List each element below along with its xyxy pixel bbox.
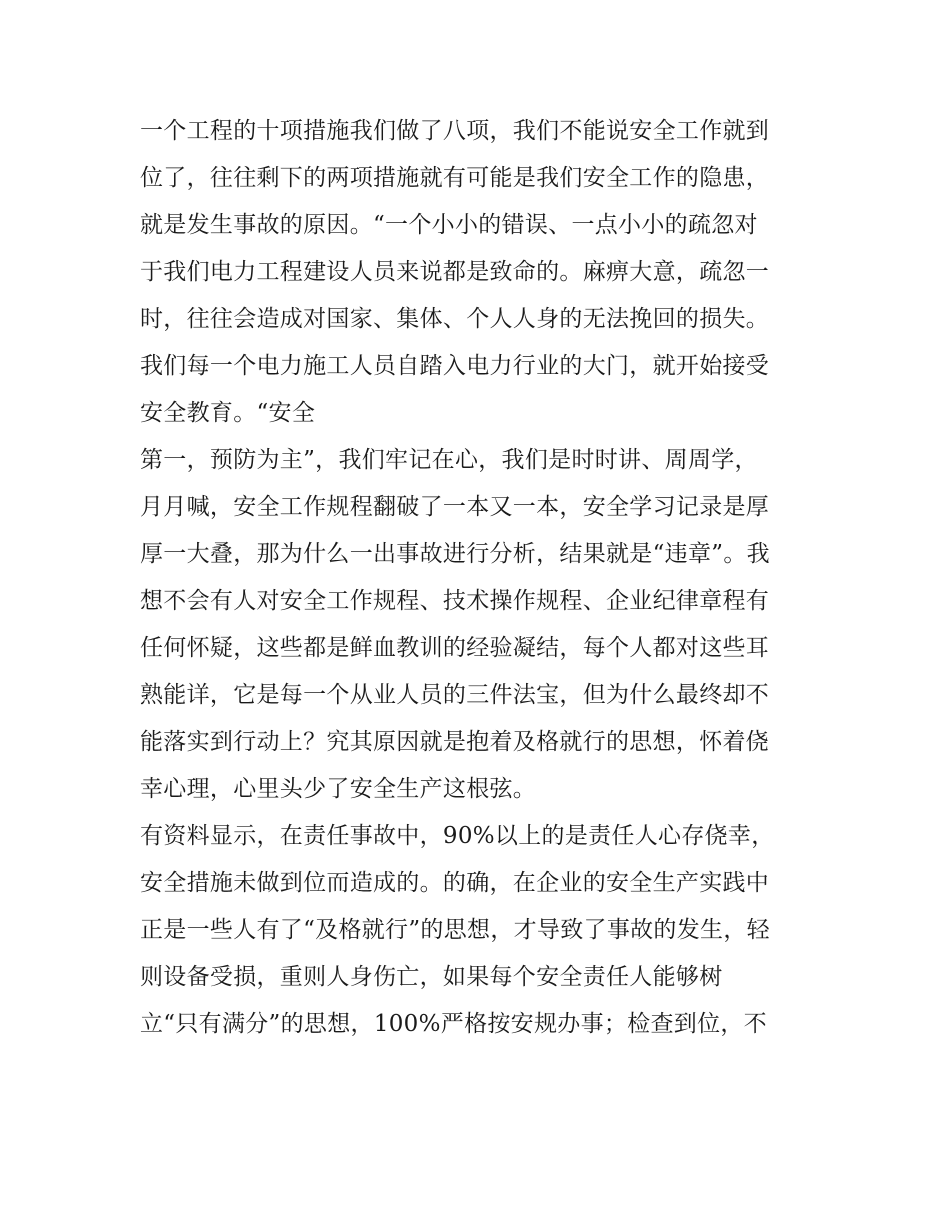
text-line-9: 月月喊，安全工作规程翻破了一本又一本，安全学习记录是厚	[140, 494, 770, 520]
text-line-16: 有资料显示，在责任事故中，90%以上的是责任人心存侥幸，	[140, 823, 775, 849]
text-line-12: 任何怀疑，这些都是鲜血教训的经验凝结，每个人都对这些耳	[140, 635, 770, 661]
text-line-14: 能落实到行动上？究其原因就是抱着及格就行的思想，怀着侥	[140, 729, 770, 755]
text-line-3: 就是发生事故的原因。“一个小小的错误、一点小小的疏忽对	[140, 212, 758, 238]
text-line-5: 时，往往会造成对国家、集体、个人人身的无法挽回的损失。	[140, 306, 770, 332]
text-line-17: 安全措施未做到位而造成的。的确，在企业的安全生产实践中	[140, 870, 770, 896]
text-line-2: 位了，往往剩下的两项措施就有可能是我们安全工作的隐患，	[140, 165, 770, 191]
text-line-10: 厚一大叠，那为什么一出事故进行分析，结果就是“违章”。我	[140, 541, 770, 567]
text-line-4: 于我们电力工程建设人员来说都是致命的。麻痹大意，疏忽一	[140, 259, 770, 285]
text-line-8: 第一，预防为主”，我们牢记在心，我们是时时讲、周周学，	[140, 447, 758, 473]
text-line-1: 一个工程的十项措施我们做了八项，我们不能说安全工作就到	[140, 118, 770, 144]
body-text	[140, 108, 820, 1048]
text-line-7: 安全教育。“安全	[140, 400, 316, 426]
text-line-13: 熟能详，它是每一个从业人员的三件法宝，但为什么最终却不	[140, 682, 770, 708]
text-line-18: 正是一些人有了“及格就行”的思想，才导致了事故的发生，轻	[140, 917, 770, 943]
text-line-15: 幸心理，心里头少了安全生产这根弦。	[140, 776, 537, 802]
text-line-19: 则设备受损，重则人身伤亡，如果每个安全责任人能够树	[140, 964, 723, 990]
text-line-6: 我们每一个电力施工人员自踏入电力行业的大门，就开始接受	[140, 353, 770, 379]
text-line-11: 想不会有人对安全工作规程、技术操作规程、企业纪律章程有	[140, 588, 770, 614]
text-line-20: 立“只有满分”的思想，100%严格按安规办事；检查到位，不	[140, 1011, 767, 1037]
